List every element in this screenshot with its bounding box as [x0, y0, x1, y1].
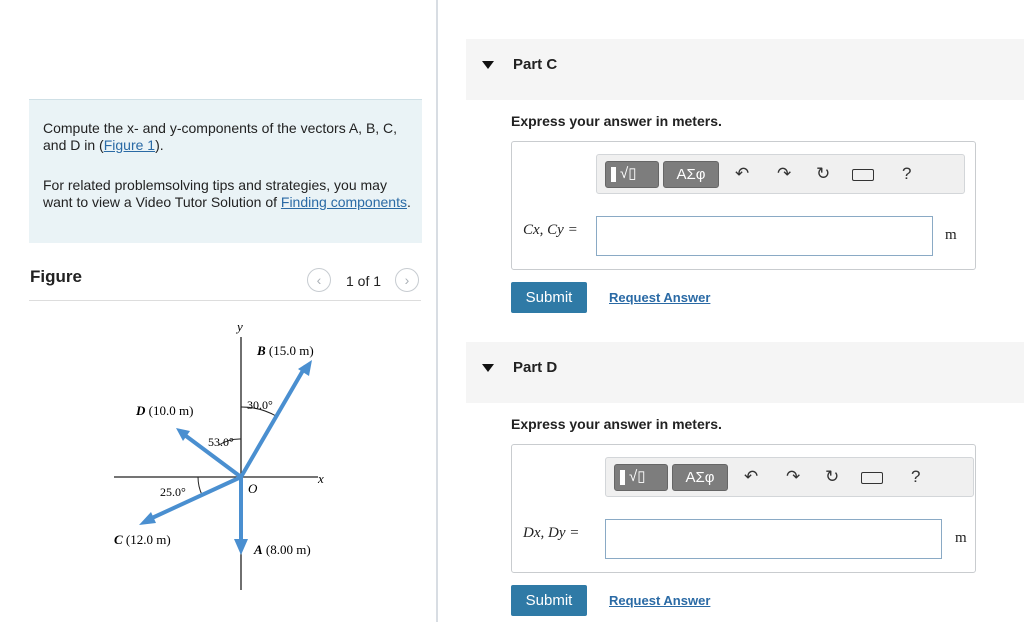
part-d-answer-box — [511, 444, 976, 573]
symbols-button[interactable]: ΑΣφ — [663, 161, 719, 188]
part-c-request-answer-link[interactable]: Request Answer — [609, 290, 711, 305]
part-d-answer-label: Dx, Dy = — [523, 525, 580, 541]
problem-text — [43, 120, 413, 154]
part-d-title: Part D — [513, 359, 558, 376]
figure-divider — [29, 300, 421, 301]
reset-icon[interactable]: ↻ — [816, 164, 831, 183]
symbols-button[interactable]: ΑΣφ — [672, 464, 728, 491]
arrow-heads — [139, 360, 312, 555]
vector-d-label: D (10.0 m) — [136, 403, 194, 418]
help-icon[interactable]: ? — [911, 467, 921, 486]
part-c-instruction: Express your answer in meters. — [511, 113, 722, 129]
vector-a-label: A (8.00 m) — [254, 542, 311, 557]
undo-icon[interactable]: ↶ — [744, 467, 759, 486]
part-d-answer-input[interactable] — [605, 519, 942, 559]
template-block-icon — [611, 167, 616, 182]
vector-b — [241, 367, 305, 477]
arrowhead-c — [139, 512, 156, 525]
keyboard-icon[interactable] — [861, 472, 883, 484]
undo-icon[interactable]: ↶ — [735, 164, 750, 183]
part-d-request-answer-link[interactable]: Request Answer — [609, 593, 711, 608]
chevron-left-icon: ‹ — [316, 272, 322, 288]
redo-icon[interactable]: ↷ — [777, 164, 792, 183]
collapse-icon — [482, 61, 494, 69]
part-c-answer-label: Cx, Cy = — [523, 222, 578, 238]
next-figure-button[interactable] — [395, 268, 419, 292]
angle-arc-c — [198, 477, 202, 495]
problem-text-end: ). — [155, 137, 164, 153]
help-icon[interactable]: ? — [902, 164, 912, 183]
y-axis-label: y — [237, 319, 243, 334]
vector-c-angle: 25.0° — [160, 485, 186, 499]
tips-text-end: . — [406, 194, 411, 210]
part-d-header[interactable] — [466, 342, 1024, 403]
arrowhead-a — [234, 539, 248, 555]
redo-icon[interactable]: ↷ — [786, 467, 801, 486]
problem-text-start: Compute the x- and y-components of the vectors A, B, C, and D in ( — [43, 120, 398, 153]
radical-icon: √▯ — [629, 468, 646, 485]
figure-heading: Figure — [30, 267, 82, 286]
vector-b-label: B (15.0 m) — [257, 343, 314, 358]
prev-figure-button[interactable] — [307, 268, 331, 292]
part-c-answer-box — [511, 141, 976, 270]
part-c-unit: m — [945, 227, 957, 243]
radical-icon: √▯ — [620, 165, 637, 182]
video-tutor-link[interactable]: Finding components — [280, 194, 407, 210]
part-d-submit-button[interactable]: Submit — [511, 585, 587, 616]
tips-text-body: For related problemsolving tips and strategies, you may want to view a Video Tutor Solution of — [43, 177, 387, 210]
math-toolbar — [596, 154, 965, 194]
figure-link[interactable]: Figure 1 — [103, 137, 156, 153]
problem-statement — [29, 99, 422, 243]
chevron-right-icon: › — [404, 272, 410, 288]
part-c-header[interactable] — [466, 39, 1024, 100]
vector-d-angle: 53.0° — [208, 435, 234, 449]
template-block-icon — [620, 470, 625, 485]
keyboard-icon[interactable] — [852, 169, 874, 181]
reset-icon[interactable]: ↻ — [825, 467, 840, 486]
x-axis-label: x — [318, 471, 324, 486]
collapse-icon — [482, 364, 494, 372]
answer-pane — [438, 0, 1024, 622]
origin-label: O — [248, 481, 258, 496]
part-c-submit-button[interactable]: Submit — [511, 282, 587, 313]
part-d-instruction: Express your answer in meters. — [511, 416, 722, 432]
tips-text — [43, 177, 413, 211]
figure-pager: 1 of 1 — [346, 273, 382, 289]
vector-b-angle: 30.0° — [247, 398, 273, 412]
part-c-answer-input[interactable] — [596, 216, 933, 256]
math-toolbar — [605, 457, 974, 497]
part-c-title: Part C — [513, 56, 558, 73]
templates-button[interactable] — [614, 464, 668, 491]
templates-button[interactable] — [605, 161, 659, 188]
part-d-unit: m — [955, 530, 967, 546]
vector-diagram — [100, 315, 340, 595]
vector-arrows — [152, 367, 305, 542]
problem-pane — [0, 0, 436, 622]
vector-c-label: C (12.0 m) — [114, 532, 171, 547]
